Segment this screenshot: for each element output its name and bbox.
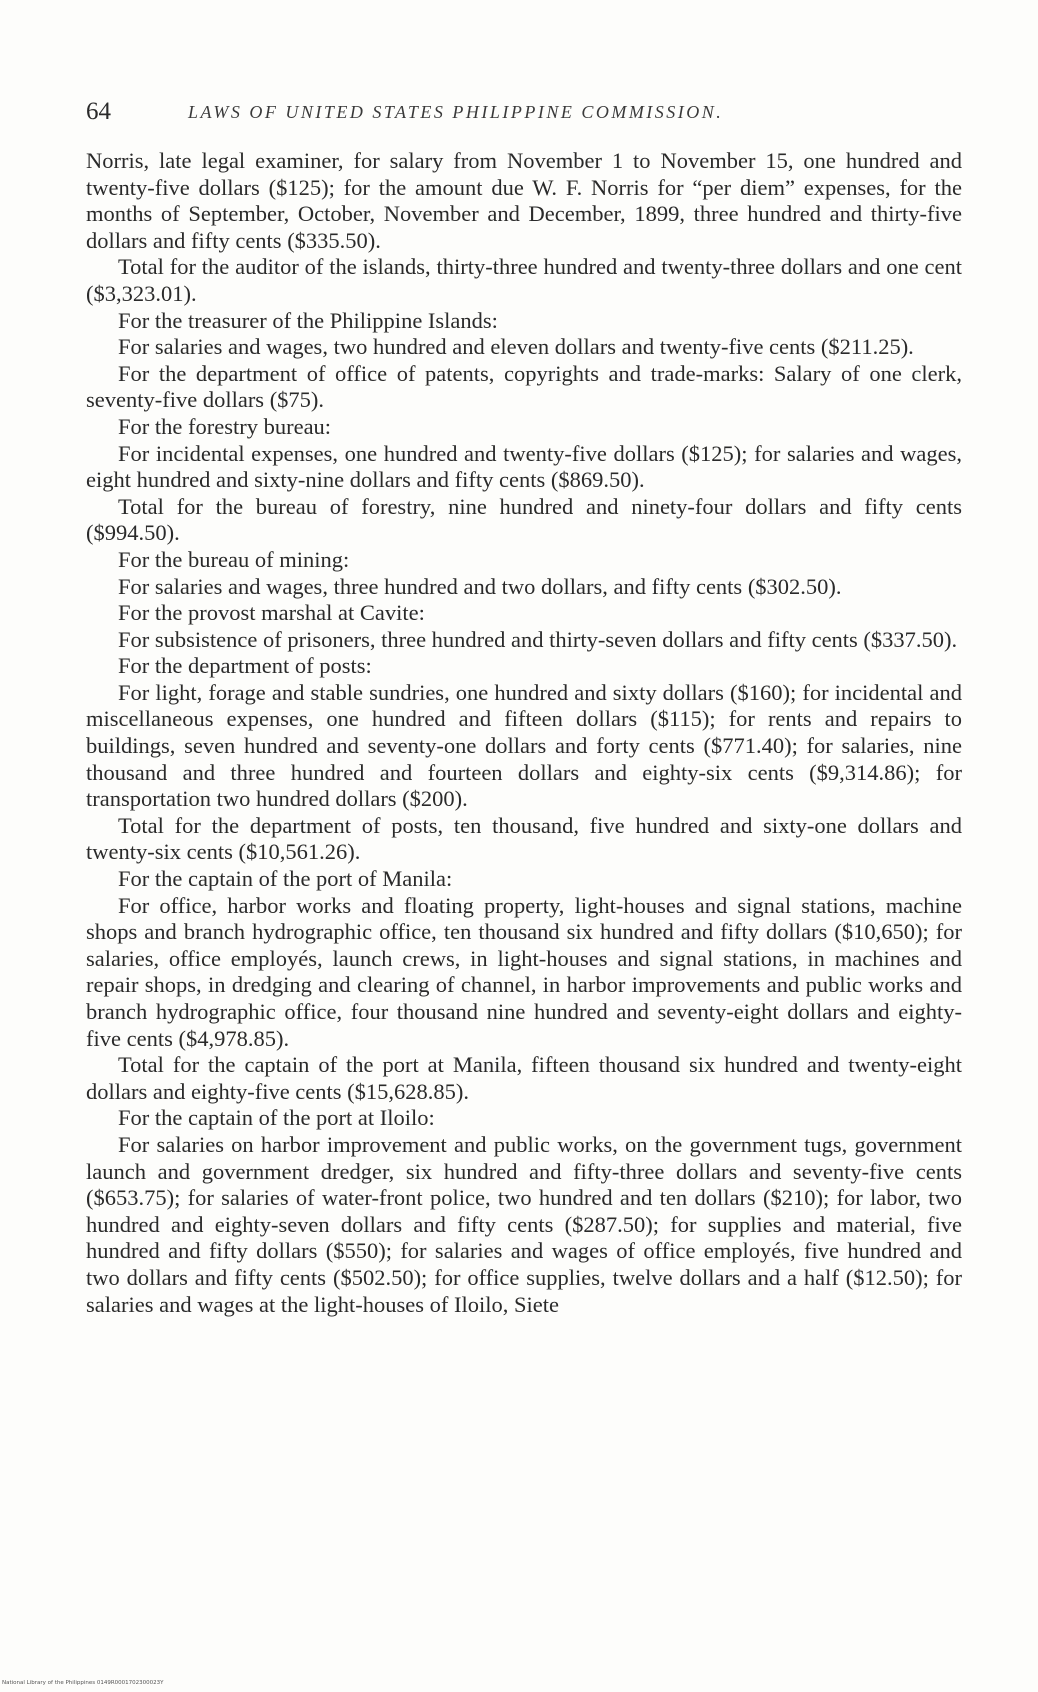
paragraph: Norris, late legal examiner, for salary from November 1 to November 15, one hundred and twenty-five dollars ($125); for the amount due W. F. Norris for “per diem” expenses, for the months of September, October, November and December, 1899, three hundred and thirty-five dollars and fifty cents ($335.50). [86, 148, 962, 253]
paragraph: Total for the department of posts, ten thousand, five hundred and sixty-one dollars and twenty-six cents ($10,561.26). [86, 812, 962, 865]
paragraph: For the bureau of mining: [118, 546, 350, 572]
paragraph: Total for the bureau of forestry, nine hundred and ninety-four dollars and fifty cents ($994.50). [86, 493, 962, 546]
paragraph: For light, forage and stable sundries, one hundred and sixty dollars ($160); for incidental and miscellaneous expenses, one hundred and fifteen dollars ($115); for rents and repairs to buildings, seven hundred and seventy-one dollars and forty cents ($771.40); for salaries, nine thousand and three hundred and fourteen dollars and eighty-six cents ($9,314.86); for transportation two hundred dollars ($200). [86, 679, 962, 812]
paragraph: For the treasurer of the Philippine Islands: [118, 307, 498, 333]
paragraph: For the captain of the port of Manila: [118, 866, 453, 892]
paragraph: Total for the auditor of the islands, thirty-three hundred and twenty-three dollars and one cent ($3,323.01). [86, 254, 962, 306]
footer-credit: National Library of the Philippines 0149R0001702300023Y [2, 1680, 164, 1686]
paragraph: Total for the captain of the port at Manila, fifteen thousand six hundred and twenty-eight dollars and eighty-five cents ($15,628.85). [86, 1052, 962, 1104]
paragraph: For salaries on harbor improvement and public works, on the government tugs, government launch and government dredger, six hundred and fifty-three dollars and seventy-five cents ($653.75); for salaries of water-front police, two hundred and ten dollars ($210); for labor, two hundred and eighty-seven dollars and fifty cents ($287.50); for supplies and material, five hundred and fifty dollars ($550); for salaries and wages of office employés, five hundred and two dollars and fifty cents ($502.50); for office supplies, twelve dollars and a half ($12.50); for salaries and wages at the light-houses of Iloilo, Siete [86, 1131, 962, 1317]
paragraph: For the department of office of patents, copyrights and trade-marks: Salary of one clerk, seventy-five dollars ($75). [86, 360, 962, 413]
paragraph: For office, harbor works and floating property, light-houses and signal stations, machine shops and branch hydrographic office, ten thousand six hundred and fifty dollars ($10,650); for salaries, office employés, launch crews, in light-houses and signal stations, in machines and repair shops, in dredging and clearing of channel, in harbor improvements and public works and branch hydrographic office, four thousand nine hundred and seventy-eight dollars and eighty-five cents ($4,978.85). [86, 892, 962, 1051]
page-number: 64 [86, 98, 111, 125]
body-text [86, 148, 962, 1318]
paragraph: For the provost marshal at Cavite: [118, 600, 425, 626]
paragraph: For the department of posts: [118, 653, 372, 679]
paragraph: For salaries and wages, two hundred and eleven dollars and twenty-five cents ($211.25). [118, 334, 914, 360]
paragraph: For the captain of the port at Iloilo: [118, 1105, 435, 1131]
paragraph: For subsistence of prisoners, three hundred and thirty-seven dollars and fifty cents ($337.50). [118, 626, 958, 652]
paragraph: For incidental expenses, one hundred and twenty-five dollars ($125); for salaries and wages, eight hundred and sixty-nine dollars and fifty cents ($869.50). [86, 440, 962, 493]
paragraph: For the forestry bureau: [118, 413, 332, 439]
running-head: LAWS OF UNITED STATES PHILIPPINE COMMISSION. [188, 102, 724, 122]
page-header [86, 98, 966, 124]
paragraph: For salaries and wages, three hundred and two dollars, and fifty cents ($302.50). [118, 573, 842, 599]
